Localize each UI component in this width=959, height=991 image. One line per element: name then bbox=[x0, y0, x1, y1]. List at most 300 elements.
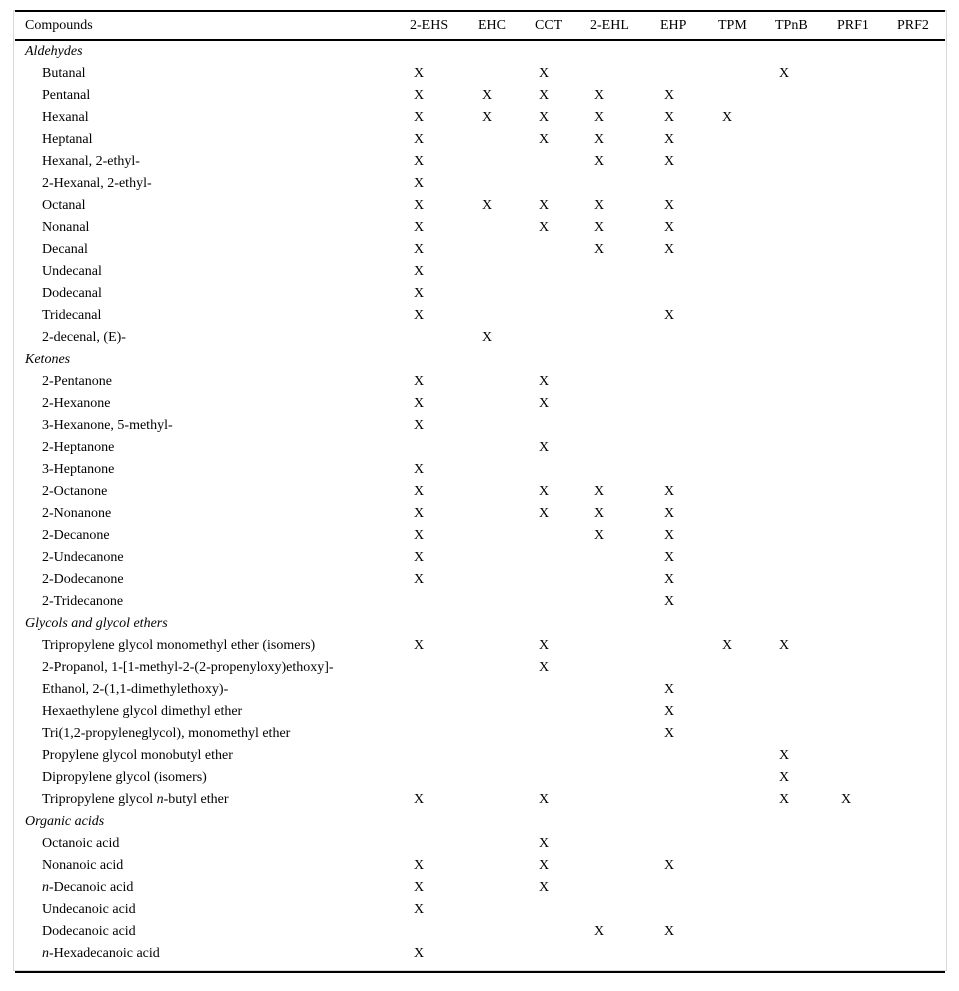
presence-mark: X bbox=[414, 396, 425, 411]
presence-mark: X bbox=[414, 308, 425, 323]
empty-cell bbox=[590, 437, 660, 459]
presence-mark: X bbox=[539, 440, 550, 455]
column-header-prf1: PRF1 bbox=[837, 11, 897, 40]
empty-cell bbox=[837, 63, 897, 85]
empty-cell bbox=[590, 283, 660, 305]
compound-row bbox=[15, 239, 945, 261]
empty-cell bbox=[837, 921, 897, 943]
compound-row bbox=[15, 921, 945, 943]
presence-mark: X bbox=[594, 506, 605, 521]
empty-cell bbox=[718, 305, 775, 327]
section-row bbox=[15, 811, 945, 833]
empty-cell bbox=[718, 437, 775, 459]
empty-cell bbox=[478, 569, 535, 591]
compound-name: Butanal bbox=[42, 66, 86, 81]
empty-cell bbox=[718, 657, 775, 679]
compound-name: Hexaethylene glycol dimethyl ether bbox=[42, 704, 243, 719]
empty-cell bbox=[775, 195, 837, 217]
empty-cell bbox=[478, 679, 535, 701]
empty-cell bbox=[410, 437, 478, 459]
compound-name: 2-Undecanone bbox=[42, 550, 124, 565]
empty-cell bbox=[775, 723, 837, 745]
empty-cell bbox=[590, 657, 660, 679]
empty-cell bbox=[478, 151, 535, 173]
empty-cell bbox=[775, 943, 837, 965]
presence-mark: X bbox=[664, 132, 675, 147]
empty-cell bbox=[897, 943, 945, 965]
empty-cell bbox=[718, 129, 775, 151]
empty-cell bbox=[410, 745, 478, 767]
empty-cell bbox=[897, 547, 945, 569]
empty-cell bbox=[718, 899, 775, 921]
empty-cell bbox=[660, 877, 718, 899]
compound-name: 2-Decanone bbox=[42, 528, 110, 543]
empty-cell bbox=[897, 569, 945, 591]
presence-mark: X bbox=[414, 528, 425, 543]
empty-cell bbox=[718, 151, 775, 173]
compound-row bbox=[15, 591, 945, 613]
empty-cell bbox=[718, 393, 775, 415]
empty-cell bbox=[897, 393, 945, 415]
empty-cell bbox=[775, 679, 837, 701]
empty-cell bbox=[660, 899, 718, 921]
empty-cell bbox=[718, 679, 775, 701]
presence-mark: X bbox=[594, 110, 605, 125]
presence-mark: X bbox=[779, 748, 790, 763]
presence-mark: X bbox=[664, 594, 675, 609]
empty-cell bbox=[837, 129, 897, 151]
empty-cell bbox=[837, 679, 897, 701]
presence-mark: X bbox=[664, 242, 675, 257]
empty-cell bbox=[410, 657, 478, 679]
empty-cell bbox=[535, 151, 590, 173]
empty-cell bbox=[897, 283, 945, 305]
compound-row bbox=[15, 569, 945, 591]
compound-row bbox=[15, 679, 945, 701]
empty-cell bbox=[478, 899, 535, 921]
empty-cell bbox=[660, 833, 718, 855]
compound-name: 3-Heptanone bbox=[42, 462, 115, 477]
empty-cell bbox=[775, 503, 837, 525]
empty-cell bbox=[478, 393, 535, 415]
compound-row bbox=[15, 327, 945, 349]
empty-cell bbox=[410, 833, 478, 855]
column-header-tpm: TPM bbox=[718, 11, 775, 40]
empty-cell bbox=[478, 701, 535, 723]
compound-name: 2-Heptanone bbox=[42, 440, 115, 455]
presence-mark: X bbox=[594, 528, 605, 543]
empty-cell bbox=[590, 899, 660, 921]
empty-cell bbox=[837, 151, 897, 173]
empty-cell bbox=[478, 371, 535, 393]
empty-cell bbox=[478, 437, 535, 459]
empty-cell bbox=[837, 635, 897, 657]
empty-cell bbox=[535, 899, 590, 921]
empty-cell bbox=[775, 547, 837, 569]
presence-mark: X bbox=[539, 198, 550, 213]
empty-cell bbox=[775, 877, 837, 899]
compound-row bbox=[15, 217, 945, 239]
column-header-ehc: EHC bbox=[478, 11, 535, 40]
column-header-2-ehs: 2-EHS bbox=[410, 11, 478, 40]
empty-cell bbox=[660, 415, 718, 437]
empty-cell bbox=[718, 591, 775, 613]
compound-name: Dipropylene glycol (isomers) bbox=[42, 770, 207, 785]
empty-cell bbox=[897, 767, 945, 789]
empty-cell bbox=[837, 525, 897, 547]
empty-cell bbox=[775, 701, 837, 723]
empty-cell bbox=[897, 921, 945, 943]
compound-name: Heptanal bbox=[42, 132, 93, 147]
empty-cell bbox=[478, 283, 535, 305]
empty-cell bbox=[897, 459, 945, 481]
empty-cell bbox=[897, 481, 945, 503]
empty-cell bbox=[535, 459, 590, 481]
compound-name: Pentanal bbox=[42, 88, 91, 103]
empty-cell bbox=[718, 327, 775, 349]
presence-mark: X bbox=[664, 88, 675, 103]
presence-mark: X bbox=[482, 198, 493, 213]
section-label: Organic acids bbox=[25, 814, 105, 829]
compound-row bbox=[15, 129, 945, 151]
empty-cell bbox=[590, 261, 660, 283]
empty-cell bbox=[775, 393, 837, 415]
empty-cell bbox=[837, 877, 897, 899]
table-header-row bbox=[15, 11, 945, 40]
empty-cell bbox=[660, 943, 718, 965]
compound-row bbox=[15, 899, 945, 921]
empty-cell bbox=[775, 217, 837, 239]
empty-cell bbox=[478, 745, 535, 767]
empty-cell bbox=[478, 921, 535, 943]
compound-name: Tripropylene glycol n-butyl ether bbox=[42, 792, 229, 807]
compound-name: Tri(1,2-propyleneglycol), monomethyl ether bbox=[42, 726, 291, 741]
empty-cell bbox=[535, 283, 590, 305]
empty-cell bbox=[718, 569, 775, 591]
empty-cell bbox=[590, 591, 660, 613]
table-area bbox=[15, 10, 945, 973]
empty-cell bbox=[660, 437, 718, 459]
empty-cell bbox=[897, 745, 945, 767]
empty-cell bbox=[718, 833, 775, 855]
empty-cell bbox=[410, 327, 478, 349]
compound-row bbox=[15, 503, 945, 525]
empty-cell bbox=[775, 437, 837, 459]
presence-mark: X bbox=[664, 550, 675, 565]
empty-cell bbox=[718, 371, 775, 393]
empty-cell bbox=[478, 173, 535, 195]
empty-cell bbox=[837, 569, 897, 591]
compound-name: Dodecanal bbox=[42, 286, 102, 301]
presence-mark: X bbox=[414, 462, 425, 477]
empty-cell bbox=[535, 943, 590, 965]
empty-cell bbox=[410, 679, 478, 701]
empty-cell bbox=[897, 173, 945, 195]
section-row bbox=[15, 613, 945, 635]
empty-cell bbox=[718, 63, 775, 85]
presence-mark: X bbox=[594, 924, 605, 939]
empty-cell bbox=[590, 327, 660, 349]
presence-mark: X bbox=[414, 880, 425, 895]
compound-row bbox=[15, 173, 945, 195]
empty-cell bbox=[478, 503, 535, 525]
empty-cell bbox=[897, 701, 945, 723]
compound-row bbox=[15, 415, 945, 437]
empty-cell bbox=[590, 459, 660, 481]
presence-mark: X bbox=[664, 308, 675, 323]
empty-cell bbox=[775, 371, 837, 393]
compound-row bbox=[15, 635, 945, 657]
empty-cell bbox=[535, 723, 590, 745]
empty-cell bbox=[897, 525, 945, 547]
empty-cell bbox=[897, 657, 945, 679]
empty-cell bbox=[897, 107, 945, 129]
empty-cell bbox=[775, 591, 837, 613]
empty-cell bbox=[478, 657, 535, 679]
empty-cell bbox=[775, 85, 837, 107]
empty-cell bbox=[897, 195, 945, 217]
empty-cell bbox=[718, 239, 775, 261]
empty-cell bbox=[718, 701, 775, 723]
empty-cell bbox=[478, 591, 535, 613]
empty-cell bbox=[775, 855, 837, 877]
empty-cell bbox=[590, 415, 660, 437]
presence-mark: X bbox=[539, 836, 550, 851]
empty-cell bbox=[718, 85, 775, 107]
empty-cell bbox=[897, 63, 945, 85]
compound-name: Dodecanoic acid bbox=[42, 924, 136, 939]
section-row bbox=[15, 349, 945, 371]
empty-cell bbox=[590, 63, 660, 85]
empty-cell bbox=[775, 283, 837, 305]
presence-mark: X bbox=[414, 506, 425, 521]
compound-name: Tridecanal bbox=[42, 308, 102, 323]
compound-name: Hexanal, 2-ethyl- bbox=[42, 154, 140, 169]
presence-mark: X bbox=[664, 198, 675, 213]
empty-cell bbox=[718, 459, 775, 481]
presence-mark: X bbox=[664, 726, 675, 741]
empty-cell bbox=[837, 393, 897, 415]
empty-cell bbox=[535, 327, 590, 349]
empty-cell bbox=[837, 767, 897, 789]
compound-row bbox=[15, 261, 945, 283]
presence-mark: X bbox=[539, 858, 550, 873]
empty-cell bbox=[478, 833, 535, 855]
compound-row bbox=[15, 767, 945, 789]
empty-cell bbox=[897, 327, 945, 349]
column-header-ehp: EHP bbox=[660, 11, 718, 40]
presence-mark: X bbox=[779, 792, 790, 807]
empty-cell bbox=[837, 239, 897, 261]
empty-cell bbox=[897, 855, 945, 877]
presence-mark: X bbox=[414, 88, 425, 103]
empty-cell bbox=[718, 173, 775, 195]
empty-cell bbox=[718, 767, 775, 789]
empty-cell bbox=[590, 745, 660, 767]
empty-cell bbox=[718, 195, 775, 217]
empty-cell bbox=[837, 943, 897, 965]
empty-cell bbox=[478, 415, 535, 437]
empty-cell bbox=[718, 745, 775, 767]
empty-cell bbox=[535, 591, 590, 613]
presence-mark: X bbox=[539, 638, 550, 653]
presence-mark: X bbox=[594, 198, 605, 213]
presence-mark: X bbox=[414, 66, 425, 81]
compound-name: 2-Tridecanone bbox=[42, 594, 124, 609]
compound-row bbox=[15, 459, 945, 481]
empty-cell bbox=[478, 723, 535, 745]
empty-cell bbox=[590, 305, 660, 327]
presence-mark: X bbox=[539, 484, 550, 499]
compound-row bbox=[15, 63, 945, 85]
empty-cell bbox=[535, 745, 590, 767]
presence-mark: X bbox=[722, 110, 733, 125]
compound-row bbox=[15, 723, 945, 745]
column-header-2-ehl: 2-EHL bbox=[590, 11, 660, 40]
empty-cell bbox=[660, 63, 718, 85]
compound-name: Octanoic acid bbox=[42, 836, 120, 851]
compound-name: 2-Pentanone bbox=[42, 374, 112, 389]
empty-cell bbox=[590, 723, 660, 745]
empty-cell bbox=[897, 85, 945, 107]
empty-cell bbox=[837, 173, 897, 195]
empty-cell bbox=[718, 261, 775, 283]
compound-name: Octanal bbox=[42, 198, 86, 213]
empty-cell bbox=[775, 459, 837, 481]
empty-cell bbox=[590, 855, 660, 877]
compound-row bbox=[15, 877, 945, 899]
empty-cell bbox=[535, 767, 590, 789]
empty-cell bbox=[775, 239, 837, 261]
empty-cell bbox=[718, 855, 775, 877]
empty-cell bbox=[718, 503, 775, 525]
empty-cell bbox=[837, 745, 897, 767]
presence-mark: X bbox=[414, 902, 425, 917]
compound-name: 2-Hexanone bbox=[42, 396, 111, 411]
empty-cell bbox=[775, 305, 837, 327]
empty-cell bbox=[837, 547, 897, 569]
empty-cell bbox=[837, 481, 897, 503]
empty-cell bbox=[590, 877, 660, 899]
empty-cell bbox=[535, 921, 590, 943]
compound-name: 2-Octanone bbox=[42, 484, 108, 499]
presence-mark: X bbox=[664, 858, 675, 873]
presence-mark: X bbox=[414, 154, 425, 169]
empty-cell bbox=[775, 107, 837, 129]
empty-cell bbox=[897, 877, 945, 899]
empty-cell bbox=[837, 85, 897, 107]
empty-cell bbox=[897, 679, 945, 701]
presence-mark: X bbox=[482, 110, 493, 125]
empty-cell bbox=[837, 283, 897, 305]
empty-cell bbox=[478, 261, 535, 283]
presence-mark: X bbox=[414, 242, 425, 257]
empty-cell bbox=[718, 481, 775, 503]
presence-mark: X bbox=[664, 924, 675, 939]
presence-mark: X bbox=[414, 484, 425, 499]
empty-cell bbox=[837, 195, 897, 217]
compound-row bbox=[15, 547, 945, 569]
empty-cell bbox=[897, 261, 945, 283]
empty-cell bbox=[897, 305, 945, 327]
compound-name: n-Decanoic acid bbox=[42, 880, 134, 895]
section-label: Glycols and glycol ethers bbox=[25, 616, 168, 631]
presence-mark: X bbox=[664, 704, 675, 719]
empty-cell bbox=[837, 327, 897, 349]
empty-cell bbox=[837, 371, 897, 393]
empty-cell bbox=[897, 239, 945, 261]
column-header-prf2: PRF2 bbox=[897, 11, 945, 40]
presence-mark: X bbox=[414, 418, 425, 433]
presence-mark: X bbox=[664, 220, 675, 235]
compound-row bbox=[15, 833, 945, 855]
empty-cell bbox=[535, 547, 590, 569]
empty-cell bbox=[660, 657, 718, 679]
empty-cell bbox=[897, 503, 945, 525]
section-label: Ketones bbox=[25, 352, 71, 367]
compound-name: n-Hexadecanoic acid bbox=[42, 946, 160, 961]
empty-cell bbox=[478, 635, 535, 657]
compound-row bbox=[15, 195, 945, 217]
empty-cell bbox=[837, 591, 897, 613]
empty-cell bbox=[837, 305, 897, 327]
empty-cell bbox=[478, 63, 535, 85]
presence-mark: X bbox=[539, 396, 550, 411]
presence-mark: X bbox=[539, 220, 550, 235]
empty-cell bbox=[897, 415, 945, 437]
empty-cell bbox=[478, 767, 535, 789]
empty-cell bbox=[718, 525, 775, 547]
presence-mark: X bbox=[539, 792, 550, 807]
compound-row bbox=[15, 85, 945, 107]
empty-cell bbox=[718, 789, 775, 811]
empty-cell bbox=[478, 239, 535, 261]
presence-mark: X bbox=[779, 66, 790, 81]
empty-cell bbox=[478, 547, 535, 569]
empty-cell bbox=[775, 833, 837, 855]
empty-cell bbox=[718, 415, 775, 437]
empty-cell bbox=[590, 679, 660, 701]
empty-cell bbox=[897, 591, 945, 613]
empty-cell bbox=[590, 701, 660, 723]
presence-mark: X bbox=[779, 638, 790, 653]
presence-mark: X bbox=[594, 220, 605, 235]
empty-cell bbox=[590, 943, 660, 965]
empty-cell bbox=[897, 833, 945, 855]
compound-name: Ethanol, 2-(1,1-dimethylethoxy)- bbox=[42, 682, 229, 697]
empty-cell bbox=[535, 701, 590, 723]
empty-cell bbox=[775, 327, 837, 349]
empty-cell bbox=[535, 305, 590, 327]
presence-mark: X bbox=[539, 88, 550, 103]
compound-name: Undecanal bbox=[42, 264, 102, 279]
compound-row bbox=[15, 305, 945, 327]
presence-mark: X bbox=[482, 88, 493, 103]
compound-name: Tripropylene glycol monomethyl ether (isomers) bbox=[42, 638, 316, 653]
empty-cell bbox=[535, 679, 590, 701]
empty-cell bbox=[660, 459, 718, 481]
empty-cell bbox=[478, 305, 535, 327]
presence-mark: X bbox=[539, 110, 550, 125]
compound-row bbox=[15, 283, 945, 305]
column-header-tpnb: TPnB bbox=[775, 11, 837, 40]
empty-cell bbox=[535, 173, 590, 195]
presence-mark: X bbox=[594, 88, 605, 103]
presence-mark: X bbox=[414, 374, 425, 389]
empty-cell bbox=[590, 569, 660, 591]
empty-cell bbox=[410, 767, 478, 789]
compound-row bbox=[15, 855, 945, 877]
